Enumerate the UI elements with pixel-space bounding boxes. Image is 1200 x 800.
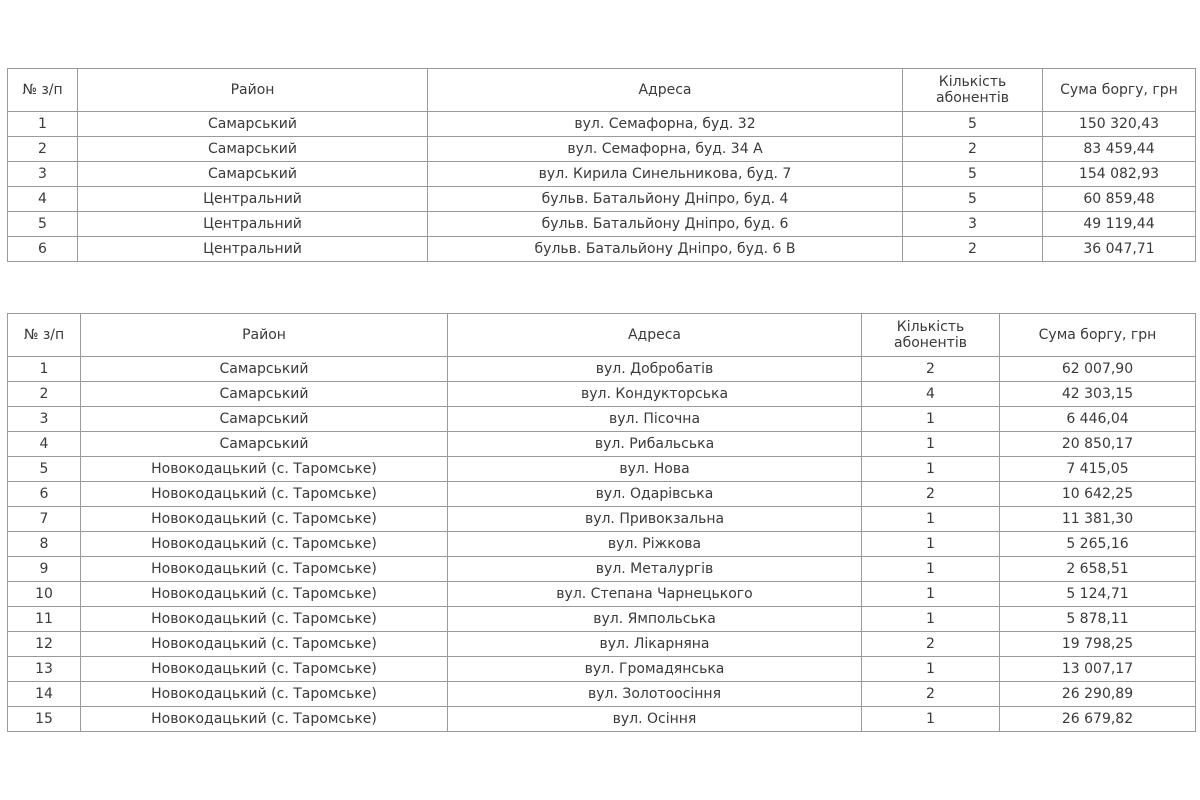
cell-num: 12 [8,632,81,657]
table-row [8,187,1196,212]
cell-debt: 10 642,25 [1000,482,1196,507]
cell-district: Самарський [81,407,448,432]
cell-district: Самарський [78,137,428,162]
table-row [8,607,1196,632]
cell-address: вул. Одарівська [448,482,862,507]
cell-district: Центральний [78,212,428,237]
cell-address: вул. Кирила Синельникова, буд. 7 [428,162,903,187]
table-row [8,212,1196,237]
header-num: № з/п [8,314,81,357]
cell-num: 4 [8,187,78,212]
cell-num: 4 [8,432,81,457]
table-row [8,532,1196,557]
header-debt: Сума боргу, грн [1043,69,1196,112]
cell-num: 6 [8,237,78,262]
cell-address: вул. Степана Чарнецького [448,582,862,607]
cell-district: Новокодацький (с. Таромське) [81,532,448,557]
cell-district: Самарський [78,112,428,137]
cell-address: вул. Громадянська [448,657,862,682]
cell-subscribers: 4 [862,382,1000,407]
cell-num: 1 [8,357,81,382]
cell-address: вул. Привокзальна [448,507,862,532]
header-subscribers-line2: абонентів [894,335,967,351]
cell-address: вул. Ямпольська [448,607,862,632]
cell-district: Новокодацький (с. Таромське) [81,507,448,532]
cell-num: 9 [8,557,81,582]
cell-debt: 20 850,17 [1000,432,1196,457]
table-row [8,457,1196,482]
table-row [8,112,1196,137]
cell-subscribers: 1 [862,432,1000,457]
cell-address: вул. Металургів [448,557,862,582]
cell-address: вул. Ріжкова [448,532,862,557]
cell-subscribers: 2 [862,482,1000,507]
cell-subscribers: 5 [903,162,1043,187]
cell-subscribers: 1 [862,407,1000,432]
cell-district: Новокодацький (с. Таромське) [81,657,448,682]
table-header-row [8,69,1196,112]
cell-debt: 13 007,17 [1000,657,1196,682]
cell-district: Новокодацький (с. Таромське) [81,557,448,582]
cell-address: бульв. Батальйону Дніпро, буд. 6 [428,212,903,237]
table-row [8,357,1196,382]
cell-subscribers: 1 [862,507,1000,532]
cell-subscribers: 1 [862,582,1000,607]
header-district: Район [78,69,428,112]
cell-debt: 36 047,71 [1043,237,1196,262]
cell-subscribers: 5 [903,112,1043,137]
cell-num: 5 [8,212,78,237]
cell-district: Самарський [81,432,448,457]
cell-subscribers: 1 [862,457,1000,482]
cell-num: 1 [8,112,78,137]
cell-subscribers: 2 [862,682,1000,707]
cell-district: Самарський [81,382,448,407]
header-subscribers [903,69,1043,112]
table-row [8,382,1196,407]
header-debt: Сума боргу, грн [1000,314,1196,357]
cell-subscribers: 2 [862,357,1000,382]
debt-table-1 [7,68,1196,262]
cell-district: Самарський [81,357,448,382]
cell-district: Центральний [78,237,428,262]
cell-num: 11 [8,607,81,632]
cell-subscribers: 3 [903,212,1043,237]
cell-subscribers: 1 [862,607,1000,632]
cell-debt: 11 381,30 [1000,507,1196,532]
cell-address: вул. Семафорна, буд. 32 [428,112,903,137]
cell-num: 2 [8,382,81,407]
debt-table-2 [7,313,1196,732]
cell-num: 15 [8,707,81,732]
cell-num: 2 [8,137,78,162]
cell-address: вул. Рибальська [448,432,862,457]
cell-district: Новокодацький (с. Таромське) [81,607,448,632]
cell-num: 5 [8,457,81,482]
cell-num: 14 [8,682,81,707]
cell-address: вул. Кондукторська [448,382,862,407]
cell-subscribers: 2 [903,137,1043,162]
cell-debt: 7 415,05 [1000,457,1196,482]
cell-debt: 60 859,48 [1043,187,1196,212]
cell-debt: 6 446,04 [1000,407,1196,432]
cell-debt: 62 007,90 [1000,357,1196,382]
header-address: Адреса [428,69,903,112]
cell-address: вул. Осіння [448,707,862,732]
header-subscribers-line2: абонентів [936,90,1009,106]
table-row [8,582,1196,607]
table-row [8,632,1196,657]
cell-debt: 26 679,82 [1000,707,1196,732]
cell-address: вул. Семафорна, буд. 34 А [428,137,903,162]
cell-debt: 154 082,93 [1043,162,1196,187]
cell-num: 10 [8,582,81,607]
cell-address: вул. Лікарняна [448,632,862,657]
cell-district: Новокодацький (с. Таромське) [81,632,448,657]
header-subscribers [862,314,1000,357]
table-row [8,162,1196,187]
cell-address: вул. Пісочна [448,407,862,432]
cell-debt: 26 290,89 [1000,682,1196,707]
cell-address: вул. Нова [448,457,862,482]
cell-district: Самарський [78,162,428,187]
cell-num: 3 [8,162,78,187]
header-subscribers-line1: Кількість [896,319,965,335]
cell-debt: 150 320,43 [1043,112,1196,137]
cell-subscribers: 1 [862,532,1000,557]
cell-subscribers: 2 [903,237,1043,262]
cell-debt: 49 119,44 [1043,212,1196,237]
table-row [8,657,1196,682]
cell-address: вул. Золотоосіння [448,682,862,707]
cell-district: Центральний [78,187,428,212]
table-row [8,407,1196,432]
header-district: Район [81,314,448,357]
cell-debt: 5 124,71 [1000,582,1196,607]
table-row [8,137,1196,162]
cell-num: 8 [8,532,81,557]
cell-subscribers: 1 [862,557,1000,582]
cell-district: Новокодацький (с. Таромське) [81,707,448,732]
cell-district: Новокодацький (с. Таромське) [81,682,448,707]
table-row [8,557,1196,582]
cell-debt: 2 658,51 [1000,557,1196,582]
cell-num: 13 [8,657,81,682]
cell-num: 7 [8,507,81,532]
cell-address: бульв. Батальйону Дніпро, буд. 4 [428,187,903,212]
table-header-row [8,314,1196,357]
cell-subscribers: 2 [862,632,1000,657]
cell-debt: 42 303,15 [1000,382,1196,407]
table-row [8,507,1196,532]
cell-district: Новокодацький (с. Таромське) [81,457,448,482]
cell-debt: 83 459,44 [1043,137,1196,162]
header-address: Адреса [448,314,862,357]
cell-district: Новокодацький (с. Таромське) [81,582,448,607]
cell-debt: 19 798,25 [1000,632,1196,657]
table-row [8,682,1196,707]
table-row [8,237,1196,262]
cell-subscribers: 1 [862,707,1000,732]
header-num: № з/п [8,69,78,112]
cell-district: Новокодацький (с. Таромське) [81,482,448,507]
table-row [8,482,1196,507]
header-subscribers-line1: Кількість [938,74,1007,90]
cell-address: вул. Добробатів [448,357,862,382]
table-row [8,707,1196,732]
cell-num: 3 [8,407,81,432]
cell-debt: 5 878,11 [1000,607,1196,632]
cell-subscribers: 1 [862,657,1000,682]
cell-subscribers: 5 [903,187,1043,212]
cell-address: бульв. Батальйону Дніпро, буд. 6 В [428,237,903,262]
cell-debt: 5 265,16 [1000,532,1196,557]
table-row [8,432,1196,457]
cell-num: 6 [8,482,81,507]
